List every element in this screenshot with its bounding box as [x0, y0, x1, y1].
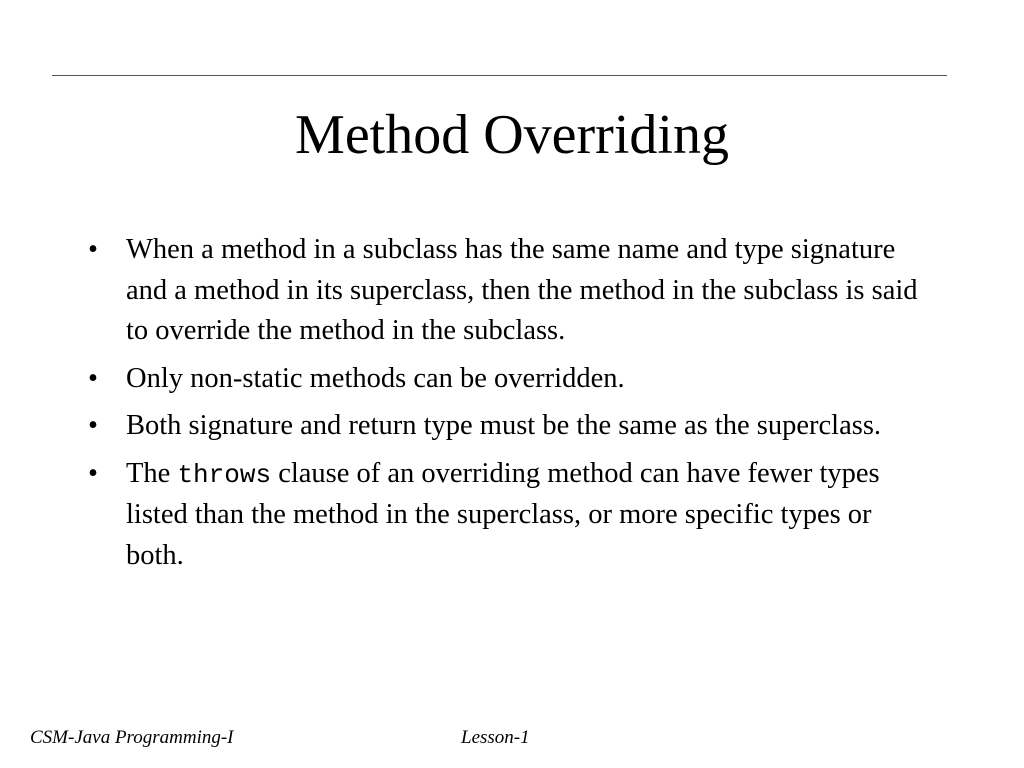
bullet-item [88, 230, 918, 352]
bullet-text-prefix: The [126, 457, 178, 489]
bullet-text [126, 458, 880, 571]
top-divider [52, 75, 947, 76]
bullet-item [88, 454, 918, 577]
bullet-marker: • [88, 457, 98, 489]
slide-title: Method Overriding [295, 104, 729, 166]
bullet-list [88, 230, 918, 583]
footer-course-name: CSM-Java Programming-I [30, 727, 234, 748]
bullet-text-suffix: clause of an overriding method can have fewer types listed than the method in the superclass, or more specific types or both. [126, 457, 880, 571]
footer-lesson: Lesson-1 [461, 727, 530, 748]
bullet-item [88, 406, 918, 447]
bullet-marker: • [88, 234, 98, 265]
bullet-marker: • [88, 362, 98, 394]
bullet-text: Both signature and return type must be the same as the superclass. [126, 410, 882, 441]
bullet-item [88, 359, 918, 400]
bullet-marker: • [88, 410, 98, 441]
code-keyword: throws [177, 459, 272, 490]
bullet-text: Only non-static methods can be overridden. [126, 362, 625, 394]
bullet-text: When a method in a subclass has the same name and type signature and a method in its superclass, then the method in the subclass is said to override the method in the subclass. [126, 234, 918, 346]
